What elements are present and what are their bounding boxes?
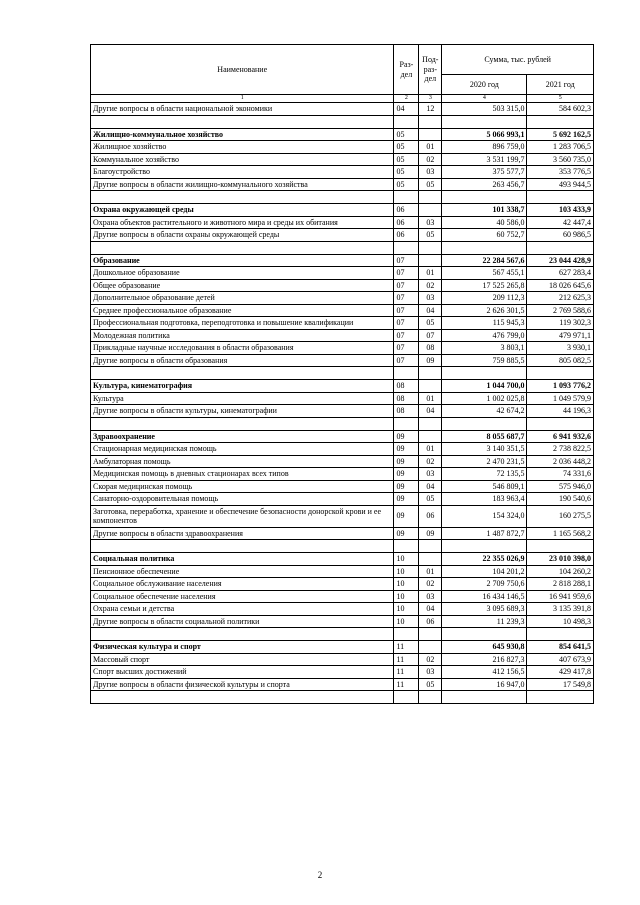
table-body (91, 103, 594, 704)
row-podrazdel-cell: 02 (419, 455, 442, 468)
row-podrazdel-cell: 04 (419, 304, 442, 317)
table-row (91, 468, 594, 481)
row-name-cell: Другие вопросы в области социальной политики (91, 615, 394, 628)
row-podrazdel-cell: 05 (419, 229, 442, 242)
table-row (91, 216, 594, 229)
row-podrazdel-cell: 03 (419, 216, 442, 229)
spacer-cell (527, 628, 594, 641)
header-razdel: Раз-дел (394, 45, 419, 95)
row-amount-2020-cell: 115 945,3 (442, 317, 527, 330)
spacer-row (91, 241, 594, 254)
row-amount-2020-cell: 16 434 146,5 (442, 590, 527, 603)
row-amount-2020-cell: 2 626 301,5 (442, 304, 527, 317)
row-name-cell: Молодежная политика (91, 329, 394, 342)
table-row (91, 653, 594, 666)
row-podrazdel-cell: 09 (419, 354, 442, 367)
row-podrazdel-cell: 03 (419, 166, 442, 179)
section-row (91, 128, 594, 141)
spacer-cell (419, 191, 442, 204)
row-podrazdel-cell: 01 (419, 141, 442, 154)
row-razdel-cell: 10 (394, 565, 419, 578)
row-name-cell: Другие вопросы в области жилищно-коммунального хозяйства (91, 178, 394, 191)
row-name-cell: Массовый спорт (91, 653, 394, 666)
spacer-cell (527, 540, 594, 553)
spacer-cell (394, 540, 419, 553)
header-year-2021: 2021 год (527, 75, 594, 95)
spacer-cell (442, 241, 527, 254)
spacer-cell (394, 115, 419, 128)
row-amount-2020-cell: 3 095 689,3 (442, 603, 527, 616)
row-razdel-cell: 11 (394, 653, 419, 666)
spacer-cell (394, 367, 419, 380)
row-amount-2021-cell: 584 602,3 (527, 103, 594, 116)
row-podrazdel-cell: 05 (419, 678, 442, 691)
table-row (91, 678, 594, 691)
col-number: 5 (527, 95, 594, 103)
row-razdel-cell: 09 (394, 430, 419, 443)
row-name-cell: Коммунальное хозяйство (91, 153, 394, 166)
row-name-cell: Физическая культура и спорт (91, 641, 394, 654)
row-name-cell: Культура (91, 392, 394, 405)
spacer-cell (419, 367, 442, 380)
row-amount-2020-cell: 8 055 687,7 (442, 430, 527, 443)
spacer-row (91, 115, 594, 128)
section-row (91, 553, 594, 566)
table-row (91, 590, 594, 603)
row-amount-2021-cell: 2 769 588,6 (527, 304, 594, 317)
row-amount-2021-cell: 493 944,5 (527, 178, 594, 191)
spacer-cell (442, 691, 527, 704)
row-podrazdel-cell: 08 (419, 342, 442, 355)
row-amount-2021-cell: 3 560 735,0 (527, 153, 594, 166)
row-name-cell: Социальное обеспечение населения (91, 590, 394, 603)
row-razdel-cell: 05 (394, 141, 419, 154)
row-podrazdel-cell: 07 (419, 329, 442, 342)
row-amount-2020-cell: 2 470 231,5 (442, 455, 527, 468)
row-amount-2020-cell: 154 324,0 (442, 505, 527, 527)
row-name-cell: Охрана окружающей среды (91, 204, 394, 217)
row-amount-2021-cell: 854 641,5 (527, 641, 594, 654)
row-amount-2021-cell: 353 776,5 (527, 166, 594, 179)
table-row (91, 141, 594, 154)
row-amount-2020-cell: 3 803,1 (442, 342, 527, 355)
row-amount-2020-cell: 896 759,0 (442, 141, 527, 154)
row-amount-2021-cell: 3 930,1 (527, 342, 594, 355)
column-number-row (91, 95, 594, 103)
spacer-cell (527, 191, 594, 204)
row-podrazdel-cell: 01 (419, 565, 442, 578)
spacer-cell (394, 691, 419, 704)
row-podrazdel-cell: 04 (419, 603, 442, 616)
row-amount-2021-cell: 16 941 959,6 (527, 590, 594, 603)
table-row (91, 267, 594, 280)
row-amount-2020-cell: 16 947,0 (442, 678, 527, 691)
row-podrazdel-cell (419, 128, 442, 141)
row-amount-2021-cell: 1 093 776,2 (527, 380, 594, 393)
row-amount-2020-cell: 1 487 872,7 (442, 527, 527, 540)
row-razdel-cell: 07 (394, 254, 419, 267)
row-razdel-cell: 09 (394, 527, 419, 540)
row-razdel-cell: 11 (394, 641, 419, 654)
row-podrazdel-cell: 01 (419, 392, 442, 405)
row-amount-2020-cell: 263 456,7 (442, 178, 527, 191)
row-name-cell: Дополнительное образование детей (91, 292, 394, 305)
row-name-cell: Образование (91, 254, 394, 267)
row-podrazdel-cell: 12 (419, 103, 442, 116)
row-name-cell: Прикладные научные исследования в области образования (91, 342, 394, 355)
table-row (91, 329, 594, 342)
table-row (91, 304, 594, 317)
row-podrazdel-cell: 02 (419, 653, 442, 666)
row-amount-2020-cell: 42 674,2 (442, 405, 527, 418)
row-razdel-cell: 08 (394, 380, 419, 393)
row-amount-2021-cell: 575 946,0 (527, 480, 594, 493)
table-row (91, 527, 594, 540)
spacer-cell (91, 540, 394, 553)
col-number: 2 (394, 95, 419, 103)
spacer-cell (394, 241, 419, 254)
row-amount-2021-cell: 5 692 162,5 (527, 128, 594, 141)
row-name-cell: Другие вопросы в области физической культуры и спорта (91, 678, 394, 691)
row-podrazdel-cell: 01 (419, 443, 442, 456)
row-name-cell: Профессиональная подготовка, переподготовка и повышение квалификации (91, 317, 394, 330)
row-name-cell: Культура, кинематография (91, 380, 394, 393)
spacer-cell (419, 628, 442, 641)
table-row (91, 178, 594, 191)
spacer-cell (91, 628, 394, 641)
row-amount-2020-cell: 17 525 265,8 (442, 279, 527, 292)
row-razdel-cell: 11 (394, 666, 419, 679)
spacer-cell (442, 628, 527, 641)
table-row (91, 317, 594, 330)
budget-table (90, 44, 594, 704)
row-podrazdel-cell: 03 (419, 468, 442, 481)
row-amount-2021-cell: 119 302,3 (527, 317, 594, 330)
spacer-row (91, 540, 594, 553)
header-podrazdel: Под-раз-дел (419, 45, 442, 95)
row-name-cell: Здравоохранение (91, 430, 394, 443)
section-row (91, 204, 594, 217)
row-name-cell: Дошкольное образование (91, 267, 394, 280)
row-amount-2021-cell: 2 036 448,2 (527, 455, 594, 468)
table-row (91, 615, 594, 628)
row-podrazdel-cell: 05 (419, 178, 442, 191)
table-row (91, 229, 594, 242)
table-row (91, 103, 594, 116)
row-name-cell: Среднее профессиональное образование (91, 304, 394, 317)
row-razdel-cell: 09 (394, 505, 419, 527)
table-row (91, 342, 594, 355)
row-podrazdel-cell (419, 254, 442, 267)
spacer-cell (419, 691, 442, 704)
col-number: 4 (442, 95, 527, 103)
row-amount-2020-cell: 2 709 750,6 (442, 578, 527, 591)
row-podrazdel-cell (419, 380, 442, 393)
section-row (91, 254, 594, 267)
row-amount-2021-cell: 1 283 706,5 (527, 141, 594, 154)
row-name-cell: Жилищное хозяйство (91, 141, 394, 154)
spacer-cell (527, 367, 594, 380)
header-year-2020: 2020 год (442, 75, 527, 95)
spacer-cell (442, 540, 527, 553)
row-razdel-cell: 09 (394, 455, 419, 468)
row-razdel-cell: 07 (394, 304, 419, 317)
row-amount-2020-cell: 567 455,1 (442, 267, 527, 280)
row-amount-2020-cell: 22 284 567,6 (442, 254, 527, 267)
row-amount-2020-cell: 216 827,3 (442, 653, 527, 666)
row-amount-2020-cell: 645 930,8 (442, 641, 527, 654)
row-amount-2020-cell: 759 885,5 (442, 354, 527, 367)
row-podrazdel-cell: 03 (419, 666, 442, 679)
row-razdel-cell: 10 (394, 603, 419, 616)
row-name-cell: Медицинская помощь в дневных стационарах всех типов (91, 468, 394, 481)
spacer-cell (394, 628, 419, 641)
row-razdel-cell: 07 (394, 329, 419, 342)
row-amount-2021-cell: 42 447,4 (527, 216, 594, 229)
row-podrazdel-cell: 06 (419, 615, 442, 628)
row-amount-2021-cell: 479 971,1 (527, 329, 594, 342)
row-amount-2021-cell: 1 049 579,9 (527, 392, 594, 405)
row-podrazdel-cell: 02 (419, 578, 442, 591)
row-razdel-cell: 10 (394, 615, 419, 628)
row-amount-2021-cell: 407 673,9 (527, 653, 594, 666)
table-row (91, 455, 594, 468)
row-amount-2021-cell: 2 738 822,5 (527, 443, 594, 456)
row-amount-2021-cell: 74 331,6 (527, 468, 594, 481)
row-podrazdel-cell: 09 (419, 527, 442, 540)
table-row (91, 603, 594, 616)
row-amount-2021-cell: 23 010 398,0 (527, 553, 594, 566)
table-row (91, 392, 594, 405)
row-amount-2020-cell: 1 002 025,8 (442, 392, 527, 405)
row-podrazdel-cell (419, 204, 442, 217)
row-name-cell: Благоустройство (91, 166, 394, 179)
spacer-cell (394, 417, 419, 430)
row-amount-2020-cell: 101 338,7 (442, 204, 527, 217)
spacer-cell (527, 241, 594, 254)
table-row (91, 166, 594, 179)
row-amount-2020-cell: 476 799,0 (442, 329, 527, 342)
row-razdel-cell: 06 (394, 204, 419, 217)
table-row (91, 354, 594, 367)
spacer-cell (442, 191, 527, 204)
row-name-cell: Охрана объектов растительного и животного мира и среды их обитания (91, 216, 394, 229)
spacer-cell (394, 191, 419, 204)
spacer-row (91, 191, 594, 204)
row-name-cell: Охрана семьи и детства (91, 603, 394, 616)
row-amount-2020-cell: 3 531 199,7 (442, 153, 527, 166)
row-podrazdel-cell: 04 (419, 480, 442, 493)
row-razdel-cell: 05 (394, 128, 419, 141)
row-amount-2020-cell: 209 112,3 (442, 292, 527, 305)
row-razdel-cell: 08 (394, 405, 419, 418)
row-razdel-cell: 09 (394, 480, 419, 493)
row-razdel-cell: 04 (394, 103, 419, 116)
row-amount-2021-cell: 17 549,8 (527, 678, 594, 691)
row-razdel-cell: 07 (394, 354, 419, 367)
spacer-row (91, 367, 594, 380)
row-amount-2021-cell: 6 941 932,6 (527, 430, 594, 443)
row-amount-2021-cell: 190 540,6 (527, 493, 594, 506)
section-row (91, 641, 594, 654)
spacer-row (91, 628, 594, 641)
row-amount-2020-cell: 40 586,0 (442, 216, 527, 229)
row-podrazdel-cell (419, 430, 442, 443)
row-razdel-cell: 10 (394, 590, 419, 603)
table-row (91, 666, 594, 679)
row-podrazdel-cell: 03 (419, 292, 442, 305)
row-name-cell: Социальное обслуживание населения (91, 578, 394, 591)
row-amount-2021-cell: 18 026 645,6 (527, 279, 594, 292)
row-amount-2021-cell: 60 986,5 (527, 229, 594, 242)
row-amount-2020-cell: 60 752,7 (442, 229, 527, 242)
row-name-cell: Спорт высших достижений (91, 666, 394, 679)
spacer-cell (419, 540, 442, 553)
row-name-cell: Санаторно-оздоровительная помощь (91, 493, 394, 506)
row-razdel-cell: 10 (394, 578, 419, 591)
spacer-cell (442, 367, 527, 380)
row-razdel-cell: 07 (394, 279, 419, 292)
row-amount-2021-cell: 805 082,5 (527, 354, 594, 367)
row-amount-2021-cell: 23 044 428,9 (527, 254, 594, 267)
row-amount-2021-cell: 429 417,8 (527, 666, 594, 679)
table-row (91, 565, 594, 578)
row-podrazdel-cell: 01 (419, 267, 442, 280)
spacer-cell (442, 417, 527, 430)
row-name-cell: Другие вопросы в области охраны окружающей среды (91, 229, 394, 242)
table-row (91, 443, 594, 456)
row-amount-2021-cell: 10 498,3 (527, 615, 594, 628)
row-name-cell: Амбулаторная помощь (91, 455, 394, 468)
section-row (91, 430, 594, 443)
row-podrazdel-cell (419, 553, 442, 566)
table-row (91, 505, 594, 527)
table-row (91, 493, 594, 506)
header-name: Наименование (91, 45, 394, 95)
row-name-cell: Другие вопросы в области образования (91, 354, 394, 367)
row-razdel-cell: 06 (394, 229, 419, 242)
spacer-cell (91, 115, 394, 128)
row-razdel-cell: 05 (394, 178, 419, 191)
row-amount-2020-cell: 412 156,5 (442, 666, 527, 679)
row-podrazdel-cell: 02 (419, 153, 442, 166)
spacer-cell (91, 691, 394, 704)
spacer-cell (527, 115, 594, 128)
table-row (91, 292, 594, 305)
spacer-cell (419, 241, 442, 254)
row-razdel-cell: 05 (394, 166, 419, 179)
row-razdel-cell: 07 (394, 267, 419, 280)
row-amount-2020-cell: 11 239,3 (442, 615, 527, 628)
row-name-cell: Другие вопросы в области культуры, кинематографии (91, 405, 394, 418)
row-amount-2020-cell: 3 140 351,5 (442, 443, 527, 456)
spacer-row (91, 691, 594, 704)
row-name-cell: Заготовка, переработка, хранение и обеспечение безопасности донорской крови и ее компонентов (91, 505, 394, 527)
col-number: 3 (419, 95, 442, 103)
table-row (91, 480, 594, 493)
row-name-cell: Общее образование (91, 279, 394, 292)
spacer-cell (442, 115, 527, 128)
row-amount-2020-cell: 375 577,7 (442, 166, 527, 179)
row-podrazdel-cell: 02 (419, 279, 442, 292)
row-amount-2021-cell: 104 260,2 (527, 565, 594, 578)
row-razdel-cell: 06 (394, 216, 419, 229)
row-amount-2021-cell: 212 625,3 (527, 292, 594, 305)
row-name-cell: Стационарная медицинская помощь (91, 443, 394, 456)
row-amount-2021-cell: 627 283,4 (527, 267, 594, 280)
row-razdel-cell: 07 (394, 342, 419, 355)
spacer-row (91, 417, 594, 430)
spacer-cell (527, 417, 594, 430)
row-podrazdel-cell: 06 (419, 505, 442, 527)
row-podrazdel-cell: 04 (419, 405, 442, 418)
row-name-cell: Другие вопросы в области национальной экономики (91, 103, 394, 116)
header-sum-title: Сумма, тыс. рублей (442, 45, 594, 75)
row-name-cell: Жилищно-коммунальное хозяйство (91, 128, 394, 141)
spacer-cell (91, 241, 394, 254)
row-name-cell: Социальная политика (91, 553, 394, 566)
row-amount-2021-cell: 44 196,3 (527, 405, 594, 418)
row-podrazdel-cell: 05 (419, 317, 442, 330)
spacer-cell (419, 115, 442, 128)
row-razdel-cell: 11 (394, 678, 419, 691)
row-razdel-cell: 07 (394, 317, 419, 330)
row-razdel-cell: 05 (394, 153, 419, 166)
spacer-cell (91, 367, 394, 380)
row-razdel-cell: 09 (394, 468, 419, 481)
row-razdel-cell: 07 (394, 292, 419, 305)
row-razdel-cell: 09 (394, 443, 419, 456)
row-amount-2020-cell: 183 963,4 (442, 493, 527, 506)
spacer-cell (527, 691, 594, 704)
row-amount-2020-cell: 72 135,5 (442, 468, 527, 481)
row-razdel-cell: 10 (394, 553, 419, 566)
row-razdel-cell: 08 (394, 392, 419, 405)
row-razdel-cell: 09 (394, 493, 419, 506)
spacer-cell (91, 191, 394, 204)
row-amount-2021-cell: 3 135 391,8 (527, 603, 594, 616)
row-amount-2020-cell: 1 044 700,0 (442, 380, 527, 393)
row-podrazdel-cell: 05 (419, 493, 442, 506)
row-name-cell: Другие вопросы в области здравоохранения (91, 527, 394, 540)
row-amount-2020-cell: 546 809,1 (442, 480, 527, 493)
row-amount-2020-cell: 22 355 026,9 (442, 553, 527, 566)
row-amount-2020-cell: 5 066 993,1 (442, 128, 527, 141)
row-amount-2021-cell: 103 433,9 (527, 204, 594, 217)
table-row (91, 279, 594, 292)
row-podrazdel-cell (419, 641, 442, 654)
row-amount-2020-cell: 104 201,2 (442, 565, 527, 578)
row-name-cell: Скорая медицинская помощь (91, 480, 394, 493)
row-name-cell: Пенсионное обеспечение (91, 565, 394, 578)
page-number: 2 (317, 870, 323, 880)
row-amount-2020-cell: 503 315,0 (442, 103, 527, 116)
row-amount-2021-cell: 2 818 288,1 (527, 578, 594, 591)
table-row (91, 405, 594, 418)
row-amount-2021-cell: 1 165 568,2 (527, 527, 594, 540)
col-number: 1 (91, 95, 394, 103)
row-amount-2021-cell: 160 275,5 (527, 505, 594, 527)
table-row (91, 153, 594, 166)
table-row (91, 578, 594, 591)
section-row (91, 380, 594, 393)
spacer-cell (419, 417, 442, 430)
row-podrazdel-cell: 03 (419, 590, 442, 603)
spacer-cell (91, 417, 394, 430)
